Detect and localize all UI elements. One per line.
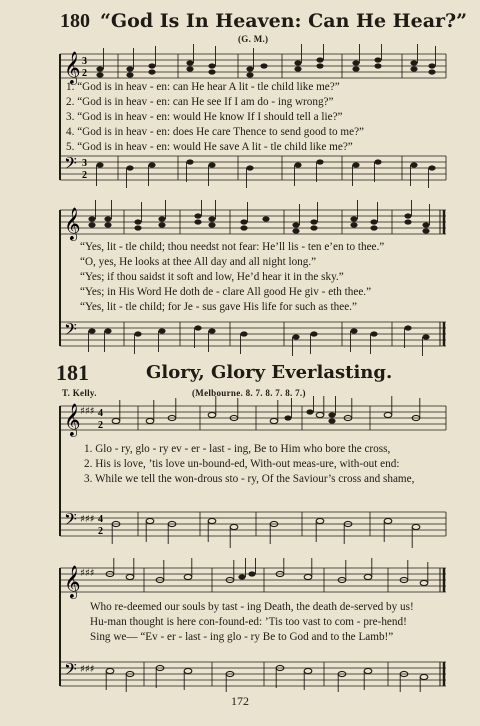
svg-text:𝄞: 𝄞	[64, 207, 81, 240]
hymn-title: “God Is In Heaven: Can He Hear?”	[100, 10, 468, 32]
svg-text:2: 2	[98, 526, 103, 537]
refrain-line-3: “Yes; if thou saidst it soft and low, He’d hear it in the sky.”	[80, 271, 344, 283]
svg-text:4: 4	[98, 514, 103, 525]
refrain-line-2: Hu-man thought is here con-found-ed: ’Tis too vast to com - pre-hend!	[90, 616, 407, 628]
svg-text:♯♯♯: ♯♯♯	[80, 514, 95, 525]
hymn-number: 181	[56, 360, 89, 385]
verse-line-4: 4. “God is in heav - en: does He care Thence to send good to me?”	[66, 126, 365, 138]
svg-text:𝄢: 𝄢	[64, 659, 77, 683]
svg-text:2: 2	[98, 420, 103, 431]
svg-text:2: 2	[82, 68, 87, 79]
refrain-line-2: “O, yes, He looks at thee All day and all night long.”	[80, 256, 317, 268]
svg-text:♯♯♯: ♯♯♯	[80, 568, 95, 579]
svg-text:♯♯♯: ♯♯♯	[80, 406, 95, 417]
refrain-line-5: “Yes, lit - tle child; for Je - sus gave His life for such as thee.”	[80, 301, 357, 313]
svg-text:𝄞: 𝄞	[64, 403, 81, 436]
verse-line-2: 2. His is love, ’tis love un-bound-ed, With-out meas-ure, with-out end:	[84, 458, 400, 470]
refrain-line-1: Who re-deemed our souls by tast - ing Death, the death de-served by us!	[90, 601, 414, 613]
svg-text:4: 4	[98, 408, 103, 419]
composer-credit: (G. M.)	[238, 34, 269, 44]
tune-name: (Melbourne. 8. 7. 8. 7. 8. 7.)	[192, 388, 306, 398]
svg-text:𝄢: 𝄢	[64, 153, 77, 177]
verse-line-1: 1. “God is in heav - en: can He hear A lit - tle child like me?”	[66, 81, 340, 93]
author-credit: T. Kelly.	[62, 388, 97, 398]
verse-line-3: 3. While we tell the won-drous sto - ry, Of the Saviour’s cross and shame,	[84, 473, 415, 485]
svg-text:𝄞: 𝄞	[64, 51, 81, 84]
refrain-line-4: “Yes; in His Word He doth de - clare All good He giv - eth thee.”	[80, 286, 372, 298]
refrain-line-3: Sing we— “Ev - er - last - ing glo - ry Be to God and to the Lamb!”	[90, 631, 394, 643]
svg-text:𝄢: 𝄢	[64, 319, 77, 343]
svg-text:2: 2	[82, 170, 87, 181]
svg-text:3: 3	[82, 158, 87, 169]
verse-line-3: 3. “God is in heav - en: would He know If I should tell a lie?”	[66, 111, 343, 123]
svg-text:𝄢: 𝄢	[64, 509, 77, 533]
hymn-number: 180	[60, 10, 90, 32]
verse-line-1: 1. Glo - ry, glo - ry ev - er - last - ing, Be to Him who bore the cross,	[84, 443, 391, 455]
page-number: 172	[231, 694, 249, 708]
verse-line-5: 5. “God is in heav - en: would He save A lit - tle child like me?”	[66, 141, 353, 153]
verse-line-2: 2. “God is in heav - en: can He see If I am do - ing wrong?”	[66, 96, 334, 108]
svg-text:3: 3	[82, 56, 87, 67]
svg-text:♯♯♯: ♯♯♯	[80, 664, 95, 675]
hymn-title: Glory, Glory Everlasting.	[146, 362, 393, 383]
refrain-line-1: “Yes, lit - tle child; thou needst not fear: He’ll lis - ten e’en to thee.”	[80, 241, 385, 253]
svg-text:𝄞: 𝄞	[64, 565, 81, 598]
